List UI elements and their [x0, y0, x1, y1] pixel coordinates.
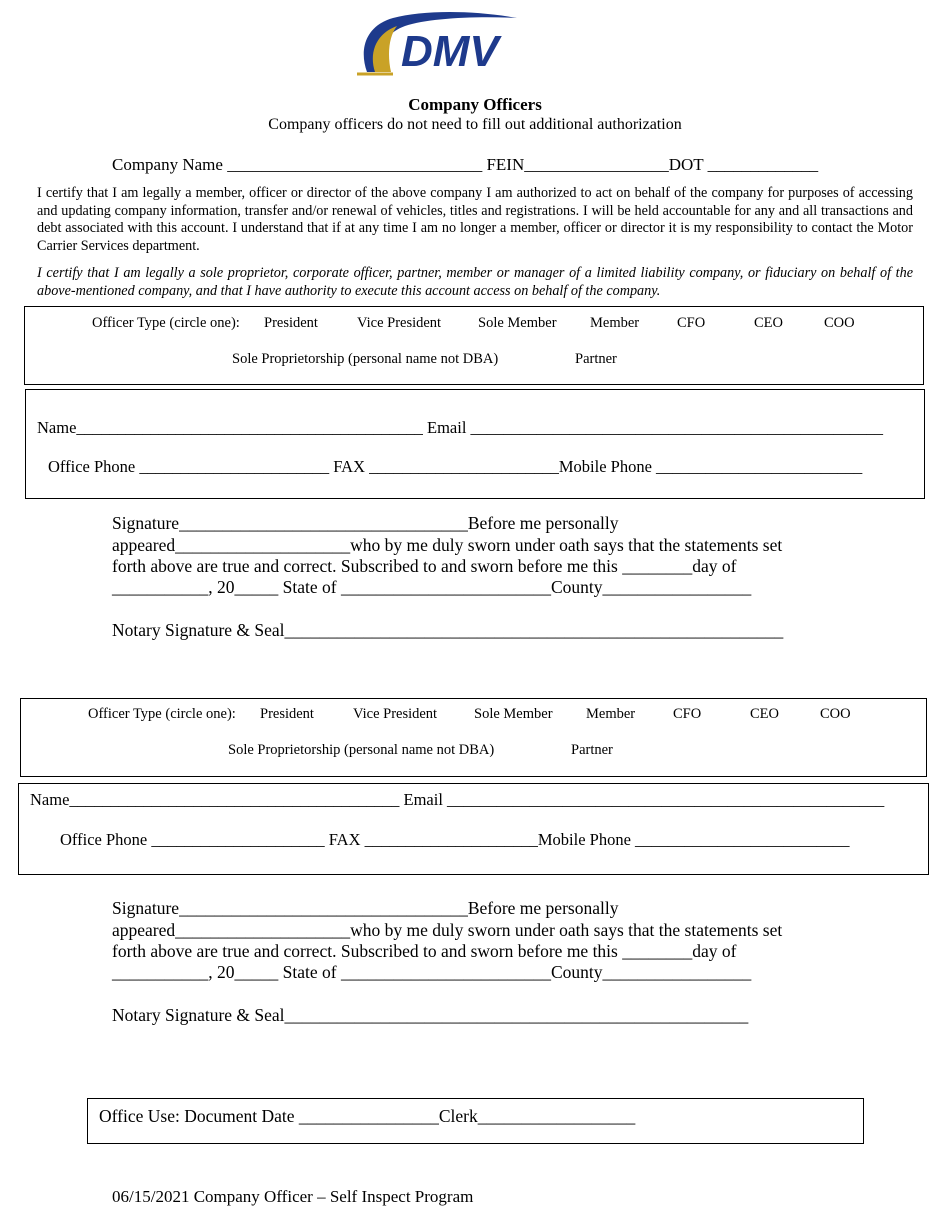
- notary-signature-line[interactable]: Notary Signature & Seal_________________________________________________________: [112, 620, 784, 640]
- certification-paragraph-1: I certify that I am legally a member, officer or director of the above company I am authorized to act on behalf of the company for purposes of accessing and updating company information, transfer and/or renewal of vehicles, titles and registrations. I will be held accountable for any and all transactions and debt associated with this account. I understand that if at any time I am no longer a member, officer or director it is my responsibility to contact the Motor Carrier Services department.: [37, 185, 913, 254]
- officer-option-sole-member[interactable]: Sole Member: [474, 706, 553, 722]
- notary-line-2[interactable]: appeared____________________who by me duly sworn under oath says that the statements set: [112, 920, 783, 940]
- officer-type-label: Officer Type (circle one):: [92, 315, 240, 331]
- name-email-line[interactable]: Name________________________________________ Email _____________________________________________________: [30, 790, 885, 809]
- contact-box-2: [18, 783, 929, 875]
- officer-option-vice-president[interactable]: Vice President: [353, 706, 438, 722]
- officer-option-member[interactable]: Member: [590, 315, 640, 331]
- phone-fax-line[interactable]: Office Phone _____________________ FAX _____________________Mobile Phone __________________________: [60, 830, 850, 849]
- dmv-logo-graphic: [353, 10, 521, 76]
- officer-option-cfo[interactable]: CFO: [673, 706, 702, 722]
- certification-paragraph-2: I certify that I am legally a sole proprietor, corporate officer, partner, member or manager of a limited liability company, or fiduciary on behalf of the above-mentioned company, and that I have authority to execute this account access on behalf of the company.: [37, 265, 913, 299]
- officer-type-label: Officer Type (circle one):: [88, 706, 236, 722]
- phone-fax-line[interactable]: Office Phone _______________________ FAX _______________________Mobile Phone _________________________: [48, 457, 863, 476]
- officer-option-coo[interactable]: COO: [824, 315, 855, 331]
- officer-option-vice-president[interactable]: Vice President: [357, 315, 442, 331]
- officer-option-ceo[interactable]: CEO: [754, 315, 783, 331]
- officer-type-box-2: [20, 698, 927, 777]
- officer-option-sole-proprietorship[interactable]: Sole Proprietorship (personal name not DBA): [232, 351, 499, 367]
- officer-option-partner[interactable]: Partner: [571, 742, 613, 758]
- notary-signature-line[interactable]: Notary Signature & Seal_____________________________________________________: [112, 1005, 749, 1025]
- notary-line-1[interactable]: Signature_________________________________Before me personally: [112, 898, 619, 918]
- footer-text: 06/15/2021 Company Officer – Self Inspect Program: [112, 1187, 474, 1206]
- officer-option-cfo[interactable]: CFO: [677, 315, 706, 331]
- notary-line-2[interactable]: appeared____________________who by me duly sworn under oath says that the statements set: [112, 535, 783, 555]
- page-title: Company Officers: [408, 95, 542, 114]
- notary-line-3[interactable]: forth above are true and correct. Subscribed to and sworn before me this ________day of: [112, 941, 737, 961]
- notary-line-4[interactable]: ___________, 20_____ State of ________________________County_________________: [112, 577, 752, 597]
- company-info-line[interactable]: Company Name ______________________________ FEIN_________________DOT _____________: [112, 155, 819, 174]
- officer-option-member[interactable]: Member: [586, 706, 636, 722]
- officer-type-box-1: [24, 306, 924, 385]
- officer-option-sole-member[interactable]: Sole Member: [478, 315, 557, 331]
- officer-option-partner[interactable]: Partner: [575, 351, 617, 367]
- officer-option-coo[interactable]: COO: [820, 706, 851, 722]
- officer-option-ceo[interactable]: CEO: [750, 706, 779, 722]
- dmv-logo-text: DMV: [401, 27, 499, 76]
- name-email-line[interactable]: Name__________________________________________ Email __________________________________________________: [37, 418, 884, 437]
- officer-option-president[interactable]: President: [260, 706, 314, 722]
- dmv-logo: [353, 10, 521, 76]
- notary-line-4[interactable]: ___________, 20_____ State of ________________________County_________________: [112, 962, 752, 982]
- notary-line-3[interactable]: forth above are true and correct. Subscribed to and sworn before me this ________day of: [112, 556, 737, 576]
- office-use-line[interactable]: Office Use: Document Date ________________Clerk__________________: [99, 1106, 636, 1126]
- page-subtitle: Company officers do not need to fill out additional authorization: [268, 116, 682, 133]
- officer-option-president[interactable]: President: [264, 315, 318, 331]
- contact-box-1: [25, 389, 925, 499]
- officer-option-sole-proprietorship[interactable]: Sole Proprietorship (personal name not DBA): [228, 742, 495, 758]
- office-use-box: [87, 1098, 864, 1144]
- notary-line-1[interactable]: Signature_________________________________Before me personally: [112, 513, 619, 533]
